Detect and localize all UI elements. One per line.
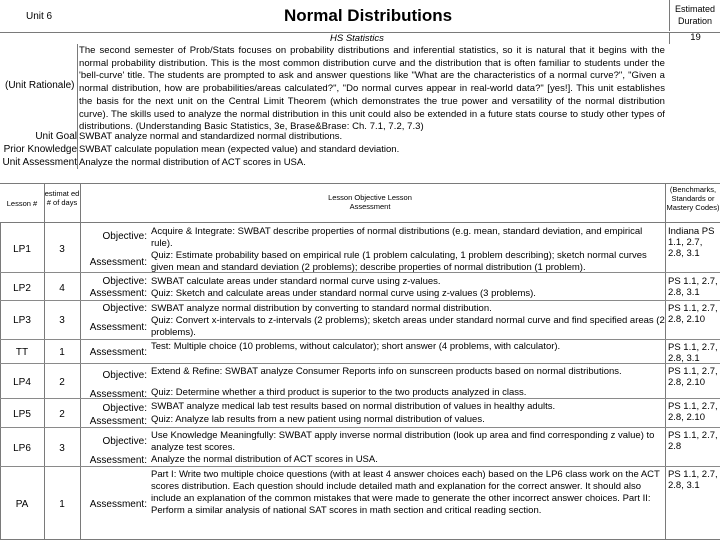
lesson-days: 3 [59, 244, 65, 255]
unit-goal-label: Unit Goal [35, 131, 77, 142]
objective-label: Objective: [102, 276, 147, 287]
row-divider [0, 339, 720, 340]
assessment-label: Assessment: [89, 322, 147, 333]
unit-assessment-text: Analyze the normal distribution of ACT scores in USA. [79, 157, 306, 168]
lesson-number: LP2 [13, 283, 31, 294]
objective-label: Objective: [102, 436, 147, 447]
lesson-days: 1 [59, 499, 65, 510]
lesson-objective: Extend & Refine: SWBAT analyze Consumer Reports info on sunscreen products based on normal distributions. [151, 366, 622, 377]
objective-label: Objective: [102, 231, 147, 242]
lesson-number: LP3 [13, 315, 31, 326]
standards-code: PS 1.1, 2.7, 2.8, 3.1 [668, 276, 718, 298]
unit-number: Unit 6 [26, 11, 53, 22]
table-top-border [0, 183, 720, 184]
lesson-days: 2 [59, 409, 65, 420]
standards-code: PS 1.1, 2.7, 2.8, 3.1 [668, 469, 718, 491]
unit-header [0, 0, 720, 33]
page-title: Normal Distributions [284, 6, 453, 25]
lesson-assessment: Part I: Write two multiple choice questions (with at least 4 answer choices each) based on the LP6 class work on the ACT scores distribution. Each question should include detailed math and explanation for the correct answer. It should also include an explanation of the common mistakes that were made to generate the other incorrect answer choices. Part II: Perform a similar analysis of national SAT scores in math section and critical reading section. [151, 469, 660, 516]
column-header-objective: Lesson Objective Lesson Assessment [328, 193, 412, 211]
column-divider [665, 183, 666, 539]
lesson-objective: SWBAT analyze normal distribution by converting to standard normal distribution. [151, 303, 492, 314]
assessment-label: Assessment: [89, 389, 147, 400]
lesson-number: TT [15, 347, 29, 358]
lesson-days: 2 [59, 377, 65, 388]
standards-code: PS 1.1, 2.7, 2.8, 2.10 [668, 366, 718, 388]
column-header-lesson: Lesson # [6, 199, 38, 208]
standards-code: PS 1.1, 2.7, 2.8 [668, 430, 718, 452]
course-subtitle: HS Statistics [330, 33, 384, 44]
column-divider [44, 183, 45, 539]
lesson-assessment: Test: Multiple choice (10 problems, without calculator); short answer (4 problems, with calculator). [151, 341, 561, 352]
unit-rationale-text: The second semester of Prob/Stats focuses on probability distributions and inferential statistics, so it is natural that it begins with the normal probability distribution. This is the most common distribution curve and the distribution that is often familiar to students under the 'bell-curve' title. The students are prompted to ask and answer questions like "What are the characteristics of a normal curve?", "Given a normal distribution, how are probabilities/areas calculated?", "Do normal curves appear in real-world data?" [yes!]. This unit establishes the basis for the next unit on the Central Limit Theorem (which demonstrates the true power and versatility of the normal distribution curve). The skills used to analyze the normal distribution in this unit could also be extended in a future stats course to study other types of distributions. (Understanding Basic Statistics, 3e, Brase&Brase: Ch. 7.1, 7.2, 7.3) [79, 45, 665, 133]
column-header-standards: (Benchmarks, Standards or Mastery Codes) [666, 185, 720, 212]
unit-rationale-label: (Unit Rationale) [5, 80, 75, 91]
unit-assessment-label: Unit Assessment [2, 157, 77, 168]
row-divider [0, 300, 720, 301]
assessment-label: Assessment: [89, 499, 147, 510]
objective-label: Objective: [102, 303, 147, 314]
standards-code: Indiana PS 1.1, 2.7, 2.8, 3.1 [668, 226, 715, 259]
lesson-objective: Acquire & Integrate: SWBAT describe properties of normal distributions (e.g. mean, standard deviation, and empirical rule). [151, 226, 643, 249]
lesson-number: LP4 [13, 377, 31, 388]
assessment-label: Assessment: [89, 455, 147, 466]
standards-code: PS 1.1, 2.7, 2.8, 2.10 [668, 401, 718, 423]
lesson-days: 3 [59, 443, 65, 454]
assessment-label: Assessment: [89, 257, 147, 268]
standards-code: PS 1.1, 2.7, 2.8, 3.1 [668, 342, 718, 364]
lesson-assessment: Quiz: Determine whether a third product is superior to the two products analyzed in class. [151, 387, 527, 398]
lesson-assessment: Quiz: Analyze lab results from a new patient using normal distribution of values. [151, 414, 485, 425]
lesson-days: 4 [59, 283, 65, 294]
lesson-objective: SWBAT analyze medical lab test results based on normal distribution of values in healthy adults. [151, 401, 556, 412]
estimated-duration-value: 19 [669, 32, 720, 44]
standards-code: PS 1.1, 2.7, 2.8, 2.10 [668, 303, 718, 325]
prior-knowledge-label: Prior Knowledge [3, 144, 77, 155]
objective-label: Objective: [102, 370, 147, 381]
objective-label: Objective: [102, 403, 147, 414]
row-divider [0, 466, 720, 467]
row-divider [0, 427, 720, 428]
subtitle-row [0, 32, 720, 44]
info-divider [77, 44, 78, 169]
lesson-days: 3 [59, 315, 65, 326]
lesson-assessment: Quiz: Estimate probability based on empirical rule (1 problem calculating, 1 problem describing); sketch normal curves given mean and standard deviation (2 problems); describe properties of normal distribution (1 problem). [151, 250, 647, 273]
unit-goal-text: SWBAT analyze normal and standardized normal distributions. [79, 131, 343, 142]
row-divider [0, 363, 720, 364]
lesson-assessment: Quiz: Sketch and calculate areas under standard normal curve using z-values (3 problems). [151, 288, 536, 299]
lesson-objective: Use Knowledge Meaningfully: SWBAT apply inverse normal distribution (look up area and find corresponding z value) to analyze test scores. [151, 430, 655, 453]
lesson-number: LP5 [13, 409, 31, 420]
lesson-days: 1 [59, 347, 65, 358]
estimated-duration-label: Estimated Duration [669, 0, 720, 31]
column-header-days: estimat ed # of days [44, 189, 80, 207]
lesson-assessment: Quiz: Convert x-intervals to z-intervals (2 problems); sketch areas under standard normal curve and find specified areas (2 problems). [151, 315, 665, 338]
lesson-assessment: Analyze the normal distribution of ACT scores in USA. [151, 454, 378, 465]
prior-knowledge-text: SWBAT calculate population mean (expected value) and standard deviation. [79, 144, 400, 155]
lesson-number: LP6 [13, 443, 31, 454]
assessment-label: Assessment: [89, 288, 147, 299]
lesson-number: LP1 [13, 244, 31, 255]
assessment-label: Assessment: [89, 347, 147, 358]
lesson-objective: SWBAT calculate areas under standard normal curve using z-values. [151, 276, 441, 287]
lesson-number: PA [15, 499, 29, 510]
assessment-label: Assessment: [89, 416, 147, 427]
